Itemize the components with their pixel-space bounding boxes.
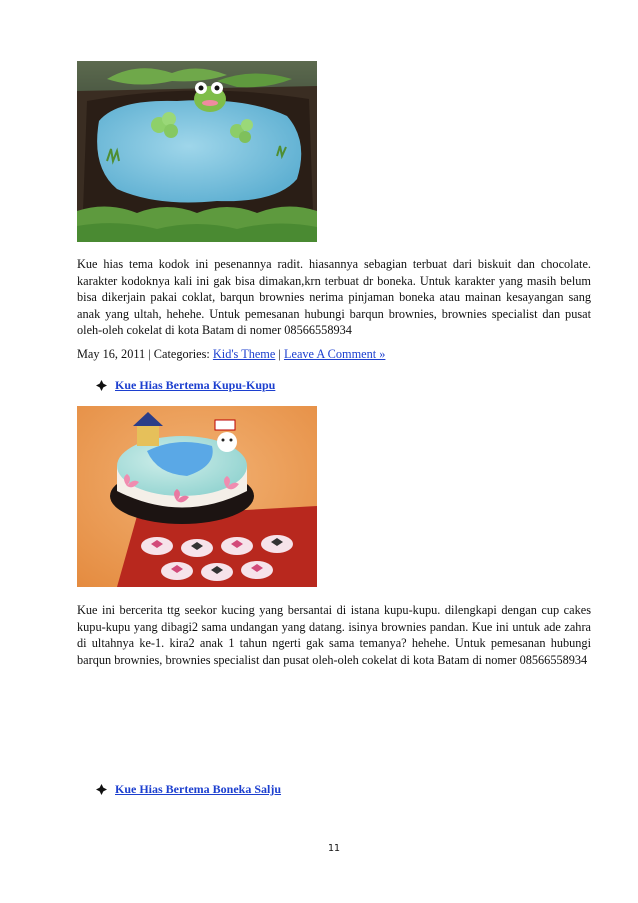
post3-heading [96, 782, 281, 797]
meta-separator: | [275, 347, 284, 361]
category-link[interactable]: Kid's Theme [212, 347, 276, 361]
post-date-categories: May 16, 2011 | Categories: [77, 347, 213, 361]
post2-paragraph: Kue ini bercerita ttg seekor kucing yang bersantai di istana kupu-kupu. dilengkapi dengan cup cakes kupu-kupu yang dibagi2 sama undangan yang datang. isinya brownies pandan. Kue ini untuk ade zahra di ultahnya ke-1. kira2 anak 1 tahun ngerti gak sama temanya? hehehe. Untuk pemesanan hubungi barqun brownies, brownies specialist dan pusat oleh-oleh cokelat di kota Batam di nomer 08566558934 [77, 603, 591, 667]
frog-cake-photo [77, 61, 317, 242]
diamond-bullet-icon [96, 784, 107, 795]
post1-paragraph: Kue hias tema kodok ini pesenannya radit. hiasannya sebagian terbuat dari biskuit dan chocolate. karakter kodoknya kali ini gak bisa dimakan,krn terbuat dr boneka. Untuk karakter yang masih belum bisa dikerjain pakai coklat, barqun brownies nerima pinjaman boneka atau mainan kesayangan sang anak yang ultah, hehehe. Untuk pemesanan hubungi barqun brownies, brownies specialist dan pusat oleh-oleh cokelat di kota Batam di nomer 08566558934 [77, 257, 591, 338]
diamond-bullet-icon [96, 380, 107, 391]
page-number: 11 [328, 843, 341, 854]
leave-comment-link[interactable]: Leave A Comment » [283, 347, 386, 361]
post1-meta [77, 346, 385, 362]
post3-title-link[interactable]: Kue Hias Bertema Boneka Salju [115, 782, 282, 796]
butterfly-cake-photo [77, 406, 317, 587]
post2-heading [96, 378, 275, 393]
post2-title-link[interactable]: Kue Hias Bertema Kupu-Kupu [115, 378, 276, 392]
